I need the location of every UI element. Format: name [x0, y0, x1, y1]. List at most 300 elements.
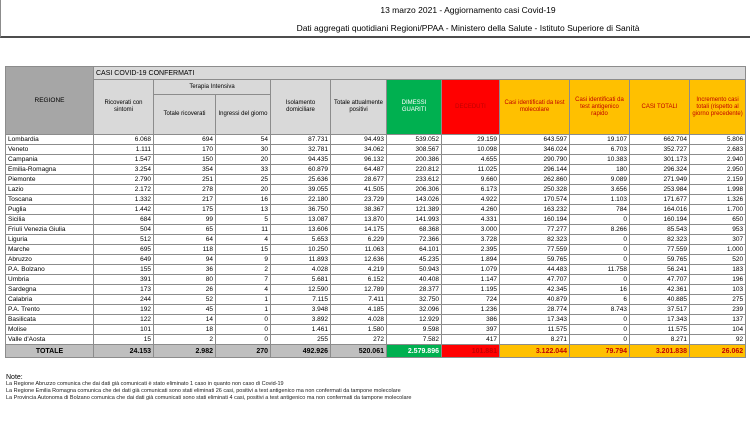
- value-cell: 8.271: [630, 335, 690, 345]
- region-cell: Valle d'Aosta: [6, 335, 94, 345]
- value-cell: 1.195: [442, 285, 500, 295]
- value-cell: 4: [216, 235, 271, 245]
- value-cell: 42.361: [630, 285, 690, 295]
- value-cell: 99: [154, 215, 216, 225]
- value-cell: 4.331: [442, 215, 500, 225]
- value-cell: 278: [154, 185, 216, 195]
- value-cell: 0: [570, 315, 630, 325]
- value-cell: 68.368: [387, 225, 442, 235]
- value-cell: 170: [154, 145, 216, 155]
- value-cell: 391: [94, 275, 154, 285]
- value-cell: 64.101: [387, 245, 442, 255]
- value-cell: 121.389: [387, 205, 442, 215]
- region-cell: Sicilia: [6, 215, 94, 225]
- table-row: [6, 245, 746, 255]
- value-cell: 239: [690, 305, 746, 315]
- value-cell: 0: [570, 275, 630, 285]
- value-cell: 1.147: [442, 275, 500, 285]
- value-cell: 0: [216, 335, 271, 345]
- region-cell: Toscana: [6, 195, 94, 205]
- col-header-test-molecolare: Casi identificati da test molecolare: [500, 80, 570, 135]
- value-cell: 0: [570, 325, 630, 335]
- table-row: [6, 255, 746, 265]
- value-cell: 301.173: [630, 155, 690, 165]
- col-header-dimessi-guariti: DIMESSI GUARITI: [387, 80, 442, 135]
- value-cell: 122: [94, 315, 154, 325]
- value-cell: 77.559: [630, 245, 690, 255]
- value-cell: 2.159: [690, 175, 746, 185]
- totale-value-cell: 2.579.896: [387, 345, 442, 358]
- value-cell: 171.677: [630, 195, 690, 205]
- value-cell: 7.582: [387, 335, 442, 345]
- value-cell: 352.727: [630, 145, 690, 155]
- value-cell: 7.411: [331, 295, 387, 305]
- value-cell: 8.271: [500, 335, 570, 345]
- value-cell: 694: [154, 135, 216, 145]
- value-cell: 1.111: [94, 145, 154, 155]
- value-cell: 56.241: [630, 265, 690, 275]
- header-row-groups: [6, 80, 746, 95]
- totale-value-cell: 520.061: [331, 345, 387, 358]
- value-cell: 0: [570, 215, 630, 225]
- table-row: [6, 225, 746, 235]
- value-cell: 94.493: [331, 135, 387, 145]
- value-cell: 12.789: [331, 285, 387, 295]
- col-header-attualmente-positivi: Totale attualmente positivi: [331, 80, 387, 135]
- value-cell: 1.580: [331, 325, 387, 335]
- totale-value-cell: 3.122.044: [500, 345, 570, 358]
- totale-value-cell: 3.201.838: [630, 345, 690, 358]
- value-cell: 23.729: [331, 195, 387, 205]
- value-cell: 29.159: [442, 135, 500, 145]
- value-cell: 170.574: [500, 195, 570, 205]
- value-cell: 82.323: [500, 235, 570, 245]
- value-cell: 2.683: [690, 145, 746, 155]
- value-cell: 72.366: [387, 235, 442, 245]
- col-header-terapia-intensiva: Terapia Intensiva: [154, 80, 271, 95]
- value-cell: 65: [154, 225, 216, 235]
- value-cell: 155: [94, 265, 154, 275]
- value-cell: 96.132: [331, 155, 387, 165]
- value-cell: 44.483: [500, 265, 570, 275]
- value-cell: 94.435: [271, 155, 331, 165]
- totale-value-cell: 101.881: [442, 345, 500, 358]
- value-cell: 2: [216, 265, 271, 275]
- value-cell: 6.068: [94, 135, 154, 145]
- table-row: [6, 305, 746, 315]
- value-cell: 64: [154, 235, 216, 245]
- table-row: [6, 315, 746, 325]
- totale-value-cell: 270: [216, 345, 271, 358]
- value-cell: 82.323: [630, 235, 690, 245]
- value-cell: 0: [570, 335, 630, 345]
- value-cell: 262.860: [500, 175, 570, 185]
- value-cell: 217: [154, 195, 216, 205]
- value-cell: 0: [216, 325, 271, 335]
- value-cell: 1.442: [94, 205, 154, 215]
- value-cell: 143.026: [387, 195, 442, 205]
- value-cell: 38.367: [331, 205, 387, 215]
- region-cell: P.A. Bolzano: [6, 265, 94, 275]
- table-row: [6, 215, 746, 225]
- value-cell: 251: [154, 175, 216, 185]
- value-cell: 12.636: [331, 255, 387, 265]
- table-row: [6, 135, 746, 145]
- value-cell: 12.590: [271, 285, 331, 295]
- value-cell: 92: [690, 335, 746, 345]
- note-line-bolzano: La Provincia Autonoma di Bolzano comunica che dai dati già comunicati sono stati eliminati 4 casi, positivi a test antigenico ma non confermati da tampone molecolare: [6, 395, 412, 401]
- value-cell: 25: [216, 175, 271, 185]
- value-cell: 36: [154, 265, 216, 275]
- value-cell: 4.655: [442, 155, 500, 165]
- table-row: [6, 325, 746, 335]
- value-cell: 160.194: [630, 215, 690, 225]
- value-cell: 28.677: [331, 175, 387, 185]
- value-cell: 3.948: [271, 305, 331, 315]
- value-cell: 11: [216, 225, 271, 235]
- value-cell: 539.052: [387, 135, 442, 145]
- value-cell: 233.612: [387, 175, 442, 185]
- value-cell: 104: [690, 325, 746, 335]
- value-cell: 14.175: [331, 225, 387, 235]
- value-cell: 11.025: [442, 165, 500, 175]
- value-cell: 1.547: [94, 155, 154, 165]
- totale-value-cell: 492.926: [271, 345, 331, 358]
- value-cell: 64.487: [331, 165, 387, 175]
- value-cell: 307: [690, 235, 746, 245]
- value-cell: 9: [216, 255, 271, 265]
- value-cell: 296.324: [630, 165, 690, 175]
- value-cell: 37.517: [630, 305, 690, 315]
- table-body: [6, 135, 746, 358]
- value-cell: 6: [570, 295, 630, 305]
- value-cell: 13.606: [271, 225, 331, 235]
- value-cell: 33: [216, 165, 271, 175]
- table-row: [6, 155, 746, 165]
- value-cell: 26: [154, 285, 216, 295]
- value-cell: 520: [690, 255, 746, 265]
- value-cell: 4.922: [442, 195, 500, 205]
- region-cell: Molise: [6, 325, 94, 335]
- region-cell: Abruzzo: [6, 255, 94, 265]
- value-cell: 40.885: [630, 295, 690, 305]
- value-cell: 4.028: [271, 265, 331, 275]
- value-cell: 2: [154, 335, 216, 345]
- value-cell: 103: [690, 285, 746, 295]
- col-header-isolamento: Isolamento domiciliare: [271, 80, 331, 135]
- value-cell: 953: [690, 225, 746, 235]
- value-cell: 52: [154, 295, 216, 305]
- note-line-abruzzo: La Regione Abruzzo comunica che dai dati già comunicati è stato eliminato 1 caso in quanto non caso di Covid-19: [6, 381, 284, 387]
- value-cell: 19.107: [570, 135, 630, 145]
- value-cell: 28.377: [387, 285, 442, 295]
- col-header-casi-totali: CASI TOTALI: [630, 80, 690, 135]
- value-cell: 250.328: [500, 185, 570, 195]
- value-cell: 1: [216, 295, 271, 305]
- value-cell: 1.326: [690, 195, 746, 205]
- region-cell: Liguria: [6, 235, 94, 245]
- region-cell: Puglia: [6, 205, 94, 215]
- value-cell: 180: [570, 165, 630, 175]
- value-cell: 244: [94, 295, 154, 305]
- value-cell: 20: [216, 155, 271, 165]
- value-cell: 1.461: [271, 325, 331, 335]
- totale-row: [6, 345, 746, 358]
- region-cell: Sardegna: [6, 285, 94, 295]
- value-cell: 354: [154, 165, 216, 175]
- col-header-ti-ingressi: Ingressi del giorno: [216, 95, 271, 135]
- table-row: [6, 175, 746, 185]
- value-cell: 80: [154, 275, 216, 285]
- value-cell: 94: [154, 255, 216, 265]
- value-cell: 59.765: [630, 255, 690, 265]
- header-row-span: [6, 67, 746, 80]
- value-cell: 1.894: [442, 255, 500, 265]
- value-cell: 0: [570, 245, 630, 255]
- value-cell: 200.386: [387, 155, 442, 165]
- region-cell: Lazio: [6, 185, 94, 195]
- value-cell: 650: [690, 215, 746, 225]
- value-cell: 11.575: [630, 325, 690, 335]
- value-cell: 3.656: [570, 185, 630, 195]
- value-cell: 160.194: [500, 215, 570, 225]
- value-cell: 183: [690, 265, 746, 275]
- value-cell: 6.703: [570, 145, 630, 155]
- value-cell: 5: [216, 215, 271, 225]
- col-header-test-antigenico: Casi identificati da test antigenico rapido: [570, 80, 630, 135]
- value-cell: 175: [154, 205, 216, 215]
- totale-value-cell: 26.062: [690, 345, 746, 358]
- region-cell: Veneto: [6, 145, 94, 155]
- value-cell: 47.707: [630, 275, 690, 285]
- value-cell: 40.408: [387, 275, 442, 285]
- region-cell: Piemonte: [6, 175, 94, 185]
- table-row: [6, 145, 746, 155]
- value-cell: 386: [442, 315, 500, 325]
- value-cell: 1: [216, 305, 271, 315]
- value-cell: 11.893: [271, 255, 331, 265]
- value-cell: 662.704: [630, 135, 690, 145]
- value-cell: 173: [94, 285, 154, 295]
- value-cell: 206.306: [387, 185, 442, 195]
- table-row: [6, 235, 746, 245]
- value-cell: 13.870: [331, 215, 387, 225]
- notes-section: [6, 374, 750, 402]
- value-cell: 32.096: [387, 305, 442, 315]
- value-cell: 9.598: [387, 325, 442, 335]
- value-cell: 163.232: [500, 205, 570, 215]
- value-cell: 643.597: [500, 135, 570, 145]
- value-cell: 196: [690, 275, 746, 285]
- note-line-emilia-romagna: La Regione Emilia Romagna comunica che dei dati già comunicati sono stati eliminati 26 casi, positivi a test antigenico ma non confermati da tampone molecolare: [6, 388, 401, 394]
- value-cell: 77.277: [500, 225, 570, 235]
- col-header-ricoverati: Ricoverati con sintomi: [94, 80, 154, 135]
- table-row: [6, 275, 746, 285]
- col-header-regione: REGIONE: [6, 67, 94, 135]
- value-cell: 25.636: [271, 175, 331, 185]
- value-cell: 12.929: [387, 315, 442, 325]
- region-cell: Calabria: [6, 295, 94, 305]
- value-cell: 649: [94, 255, 154, 265]
- col-header-ti-totale: Totale ricoverati: [154, 95, 216, 135]
- value-cell: 164.016: [630, 205, 690, 215]
- report-header: [0, 0, 750, 38]
- value-cell: 1.103: [570, 195, 630, 205]
- value-cell: 10.098: [442, 145, 500, 155]
- value-cell: 272: [331, 335, 387, 345]
- col-header-deceduti: DECEDUTI: [442, 80, 500, 135]
- value-cell: 346.024: [500, 145, 570, 155]
- region-cell: Umbria: [6, 275, 94, 285]
- value-cell: 1.700: [690, 205, 746, 215]
- value-cell: 2.790: [94, 175, 154, 185]
- totale-label-cell: TOTALE: [6, 345, 94, 358]
- table-row: [6, 295, 746, 305]
- value-cell: 15: [216, 245, 271, 255]
- value-cell: 28.774: [500, 305, 570, 315]
- value-cell: 17.343: [500, 315, 570, 325]
- value-cell: 417: [442, 335, 500, 345]
- col-header-incremento: Incremento casi totali (rispetto al giorno precedente): [690, 80, 746, 135]
- value-cell: 0: [216, 315, 271, 325]
- value-cell: 141.993: [387, 215, 442, 225]
- value-cell: 47.707: [500, 275, 570, 285]
- value-cell: 13.087: [271, 215, 331, 225]
- table-row: [6, 265, 746, 275]
- covid-data-table: [5, 66, 746, 358]
- value-cell: 6.173: [442, 185, 500, 195]
- value-cell: 118: [154, 245, 216, 255]
- totale-value-cell: 24.153: [94, 345, 154, 358]
- value-cell: 4: [216, 285, 271, 295]
- value-cell: 2.395: [442, 245, 500, 255]
- table-row: [6, 165, 746, 175]
- value-cell: 695: [94, 245, 154, 255]
- value-cell: 11.575: [500, 325, 570, 335]
- value-cell: 5.653: [271, 235, 331, 245]
- value-cell: 9.089: [570, 175, 630, 185]
- value-cell: 1.000: [690, 245, 746, 255]
- value-cell: 7: [216, 275, 271, 285]
- value-cell: 684: [94, 215, 154, 225]
- value-cell: 5.806: [690, 135, 746, 145]
- value-cell: 290.790: [500, 155, 570, 165]
- value-cell: 512: [94, 235, 154, 245]
- value-cell: 2.172: [94, 185, 154, 195]
- value-cell: 296.144: [500, 165, 570, 175]
- value-cell: 275: [690, 295, 746, 305]
- value-cell: 6.152: [331, 275, 387, 285]
- value-cell: 77.559: [500, 245, 570, 255]
- value-cell: 4.028: [331, 315, 387, 325]
- value-cell: 220.812: [387, 165, 442, 175]
- totale-value-cell: 79.794: [570, 345, 630, 358]
- table-row: [6, 195, 746, 205]
- value-cell: 34.062: [331, 145, 387, 155]
- col-header-casi-confermati: CASI COVID-19 CONFERMATI: [94, 67, 746, 80]
- value-cell: 4.260: [442, 205, 500, 215]
- value-cell: 16: [216, 195, 271, 205]
- value-cell: 5.681: [271, 275, 331, 285]
- value-cell: 39.055: [271, 185, 331, 195]
- totale-value-cell: 2.982: [154, 345, 216, 358]
- value-cell: 40.879: [500, 295, 570, 305]
- value-cell: 3.728: [442, 235, 500, 245]
- value-cell: 101: [94, 325, 154, 335]
- value-cell: 32.781: [271, 145, 331, 155]
- table-row: [6, 185, 746, 195]
- region-cell: P.A. Trento: [6, 305, 94, 315]
- value-cell: 1.998: [690, 185, 746, 195]
- value-cell: 2.940: [690, 155, 746, 165]
- value-cell: 41.505: [331, 185, 387, 195]
- value-cell: 3.254: [94, 165, 154, 175]
- value-cell: 784: [570, 205, 630, 215]
- value-cell: 36.750: [271, 205, 331, 215]
- value-cell: 10.250: [271, 245, 331, 255]
- table-row: [6, 205, 746, 215]
- value-cell: 54: [216, 135, 271, 145]
- value-cell: 59.765: [500, 255, 570, 265]
- value-cell: 0: [570, 255, 630, 265]
- value-cell: 50.943: [387, 265, 442, 275]
- value-cell: 271.949: [630, 175, 690, 185]
- value-cell: 724: [442, 295, 500, 305]
- value-cell: 1.236: [442, 305, 500, 315]
- value-cell: 32.750: [387, 295, 442, 305]
- value-cell: 150: [154, 155, 216, 165]
- value-cell: 22.180: [271, 195, 331, 205]
- value-cell: 11.758: [570, 265, 630, 275]
- value-cell: 7.115: [271, 295, 331, 305]
- region-cell: Basilicata: [6, 315, 94, 325]
- report-subtitle: Dati aggregati quotidiani Regioni/PPAA - Ministero della Salute - Istituto Superiore di Sanità: [296, 23, 640, 33]
- value-cell: 504: [94, 225, 154, 235]
- value-cell: 8.743: [570, 305, 630, 315]
- value-cell: 308.567: [387, 145, 442, 155]
- value-cell: 10.383: [570, 155, 630, 165]
- value-cell: 20: [216, 185, 271, 195]
- region-cell: Emilia-Romagna: [6, 165, 94, 175]
- value-cell: 253.984: [630, 185, 690, 195]
- value-cell: 30: [216, 145, 271, 155]
- value-cell: 45: [154, 305, 216, 315]
- value-cell: 11.063: [331, 245, 387, 255]
- value-cell: 3.000: [442, 225, 500, 235]
- value-cell: 13: [216, 205, 271, 215]
- value-cell: 6.229: [331, 235, 387, 245]
- value-cell: 15: [94, 335, 154, 345]
- value-cell: 18: [154, 325, 216, 335]
- region-cell: Friuli Venezia Giulia: [6, 225, 94, 235]
- value-cell: 1.332: [94, 195, 154, 205]
- table-row: [6, 335, 746, 345]
- region-cell: Campania: [6, 155, 94, 165]
- value-cell: 4.185: [331, 305, 387, 315]
- value-cell: 14: [154, 315, 216, 325]
- value-cell: 85.543: [630, 225, 690, 235]
- value-cell: 16: [570, 285, 630, 295]
- value-cell: 42.345: [500, 285, 570, 295]
- value-cell: 60.879: [271, 165, 331, 175]
- value-cell: 2.950: [690, 165, 746, 175]
- value-cell: 137: [690, 315, 746, 325]
- region-cell: Lombardia: [6, 135, 94, 145]
- value-cell: 17.343: [630, 315, 690, 325]
- value-cell: 9.660: [442, 175, 500, 185]
- value-cell: 1.079: [442, 265, 500, 275]
- value-cell: 0: [570, 235, 630, 245]
